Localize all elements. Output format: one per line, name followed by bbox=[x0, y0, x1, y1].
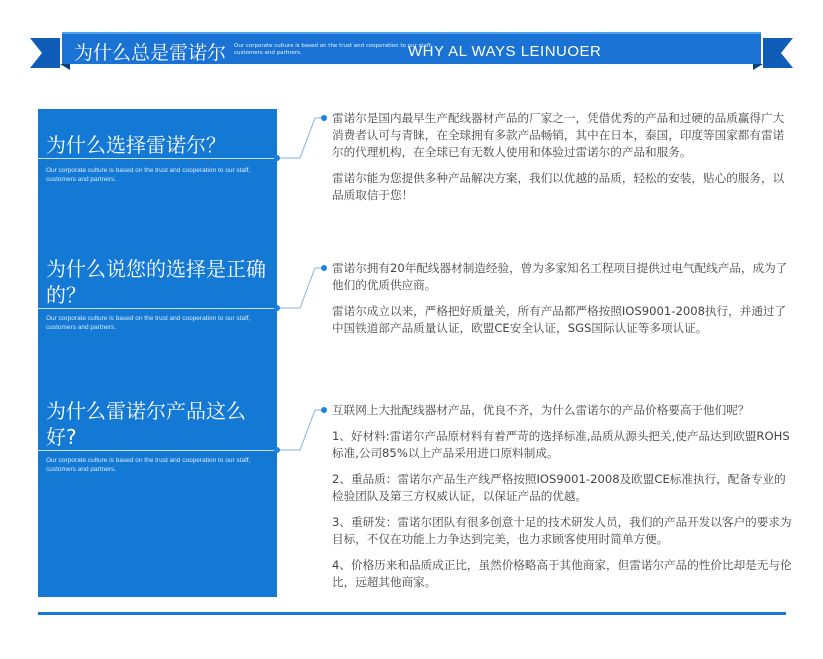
banner-title: 为什么总是雷诺尔 bbox=[74, 42, 227, 64]
section-1-paragraph: 雷诺尔是国内最早生产配线器材产品的厂家之一，凭借优秀的产品和过硬的品质赢得广大消费者认可与青睐，在全球拥有多款产品畅销，其中在日本，泰国，印度等国家都有雷诺尔的代理机构，在全球已有无数人使用和体验过雷诺尔的产品和服务。 bbox=[332, 111, 785, 159]
section-1-subtitle: Our corporate culture is based on the trust and cooperation to our staff, customers and partners. bbox=[46, 167, 251, 183]
section-3-body bbox=[332, 402, 792, 600]
section-2-subtitle: Our corporate culture is based on the trust and cooperation to our staff, customers and partners. bbox=[46, 315, 251, 331]
bottom-divider bbox=[38, 612, 786, 615]
banner-subtitle: Our corporate culture is based on the trust and cooperation to our staff, customers and partners. bbox=[234, 43, 433, 56]
section-1-title: 为什么选择雷诺尔？ bbox=[46, 133, 226, 157]
section-2-paragraph: 雷诺尔拥有20年配线器材制造经验，曾为多家知名工程项目提供过电气配线产品，成为了他们的优质供应商。 bbox=[332, 261, 788, 292]
section-3-paragraph: 3、重研发：雷诺尔团队有很多创意十足的技术研发人员，我们的产品开发以客户的要求为目标，不仅在功能上力争达到完美，也力求顾客使用时简单方便。 bbox=[332, 515, 792, 546]
section-3-paragraph: 1、好材料:雷诺尔产品原材料有着严苛的选择标准,品质从源头把关,使产品达到欧盟ROHS标准,公司85%以上产品采用进口原料制成。 bbox=[332, 429, 790, 460]
section-3-paragraph: 4、价格历来和品质成正比，虽然价格略高于其他商家，但雷诺尔产品的性价比却是无与伦比，远超其他商家。 bbox=[332, 558, 792, 589]
section-3-paragraph: 互联网上大批配线器材产品，优良不齐，为什么雷诺尔的产品价格要高于他们呢？ bbox=[332, 403, 750, 417]
section-3-title: 为什么雷诺尔产品这么好? bbox=[46, 399, 246, 449]
section-2-title: 为什么说您的选择是正确的？ bbox=[46, 257, 266, 307]
section-1-body bbox=[332, 110, 792, 213]
section-2-paragraph: 雷诺尔成立以来，严格把好质量关，所有产品都严格按照IOS9001-2008执行，并通过了中国铁道部产品质量认证，欧盟CE安全认证，SGS国际认证等多项认证。 bbox=[332, 304, 787, 335]
section-2-body bbox=[332, 260, 792, 346]
section-1-paragraph: 雷诺尔能为您提供多种产品解决方案，我们以优越的品质，轻松的安装，贴心的服务，以品质取信于您！ bbox=[332, 171, 785, 202]
section-3-subtitle: Our corporate culture is based on the trust and cooperation to our staff, customers and partners. bbox=[46, 457, 251, 473]
section-3-paragraph: 2、重品质：雷诺尔产品生产线严格按照IOS9001-2008及欧盟CE标准执行，配备专业的检验团队及第三方权威认证，以保证产品的优越。 bbox=[332, 472, 786, 503]
banner-title-english: WHY AL WAYS LEINUOER bbox=[408, 43, 602, 60]
